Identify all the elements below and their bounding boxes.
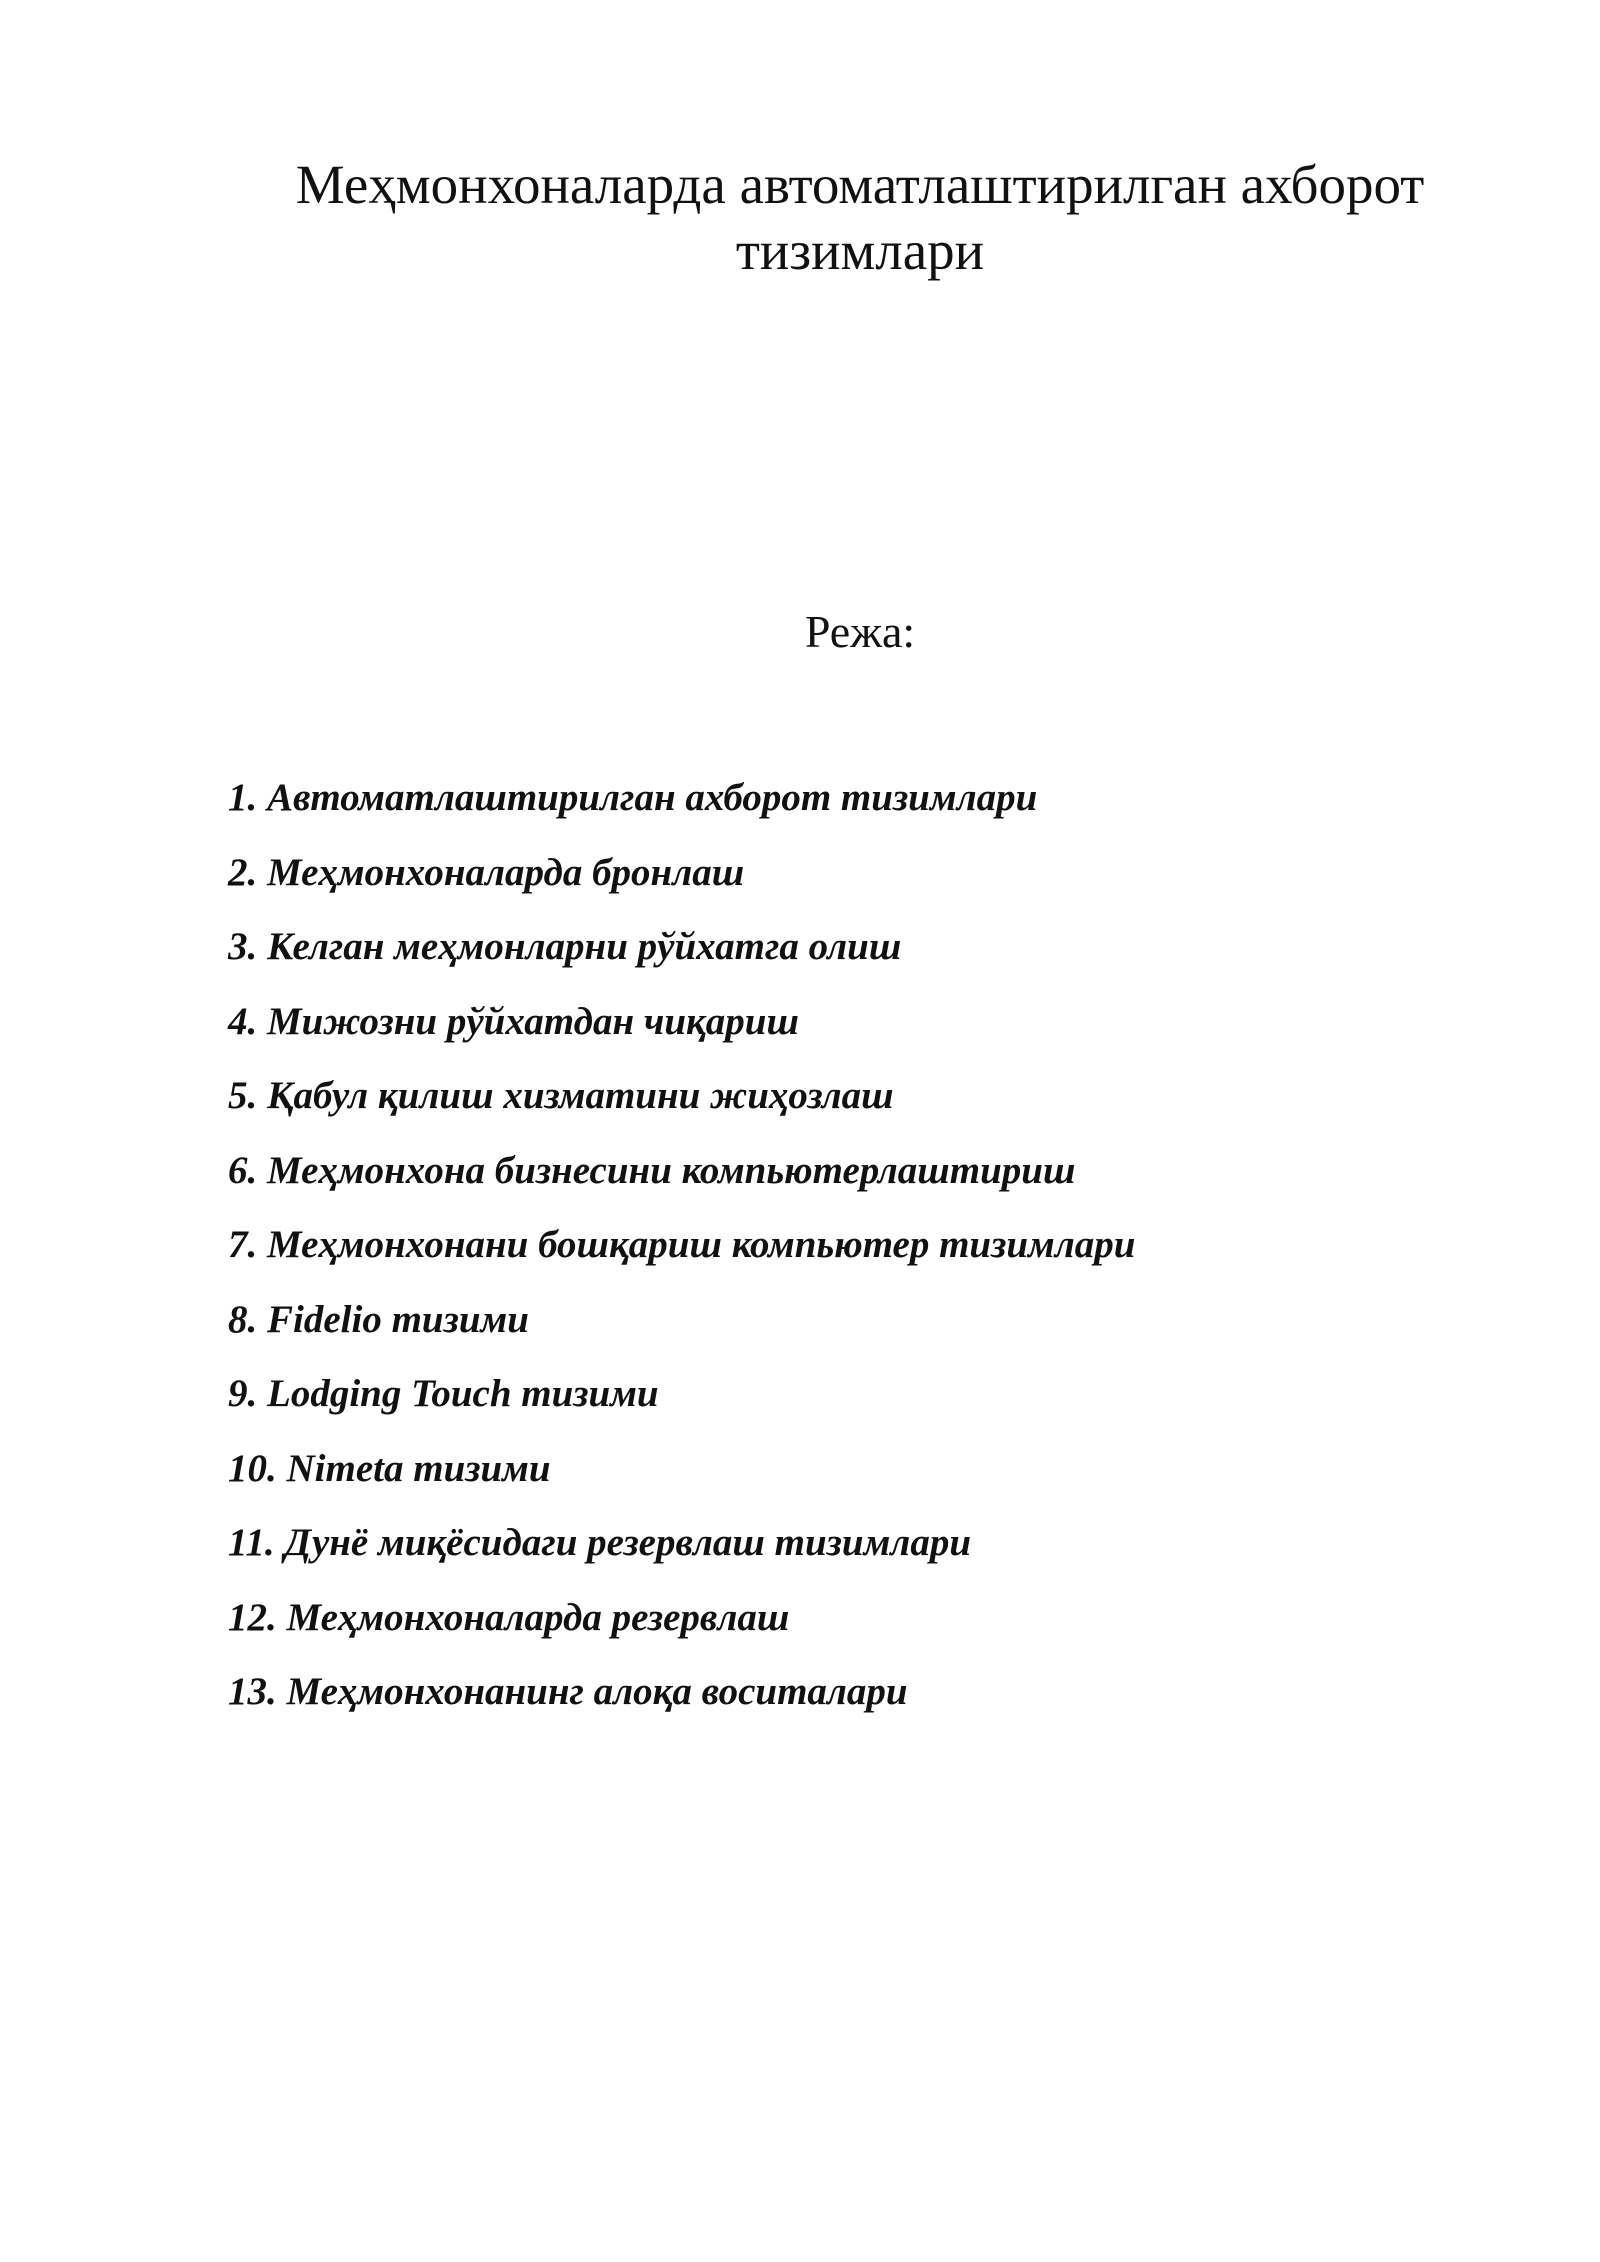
plan-item-text: Меҳмонхонани бошқариш компьютер тизимлари [267,1223,1136,1266]
plan-item [228,1369,1478,1444]
plan-item [228,1146,1478,1221]
plan-item-number: 1. [228,776,258,819]
plan-item-text: Меҳмонхонанинг алоқа воситалари [286,1670,908,1713]
plan-item-number: 11. [228,1521,275,1564]
plan-item [228,922,1478,997]
plan-heading: Режа: [804,606,916,657]
plan-item-number: 3. [228,925,258,968]
plan-item-number: 4. [228,999,258,1043]
plan-item-text: Меҳмонхоналарда резервлаш [286,1595,790,1639]
plan-item [228,1444,1478,1519]
plan-item-text: Меҳмонхона бизнесини компьютерлаштириш [267,1148,1076,1192]
document-title: Меҳмонхоналарда автоматлаштирилган ахборот тизимлари [295,154,1425,281]
plan-item [228,848,1478,923]
plan-item [228,1220,1478,1295]
plan-item-text: Келган меҳмонларни рўйхатга олиш [267,925,902,968]
plan-item [228,997,1478,1072]
plan-item-number: 10. [228,1446,277,1490]
plan-item-text: Мижозни рўйхатдан чиқариш [267,999,799,1043]
plan-item-text: Меҳмонхоналарда бронлаш [267,850,745,894]
plan-item [228,1518,1478,1593]
plan-item-number: 13. [228,1670,277,1713]
plan-item-number: 12. [228,1595,277,1639]
plan-item [228,1593,1478,1668]
plan-item [228,1295,1478,1370]
plan-item-text: Қабул қилиш хизматини жиҳозлаш [267,1074,894,1117]
plan-item-text: Nimeta тизими [286,1446,551,1490]
plan-item-number: 8. [228,1297,258,1341]
plan-item-text: Автоматлаштирилган ахборот тизимлари [267,776,1038,819]
plan-item [228,1071,1478,1146]
plan-item [228,773,1478,848]
plan-item [228,1667,1478,1742]
plan-list [228,773,1478,1742]
plan-item-text: Fidelio тизими [267,1297,529,1341]
plan-item-number: 6. [228,1148,258,1192]
plan-item-number: 9. [228,1372,258,1415]
plan-item-text: Дунё миқёсидаги резервлаш тизимлари [284,1521,972,1564]
plan-item-number: 7. [228,1223,258,1266]
plan-item-number: 5. [228,1074,258,1117]
plan-item-text: Lodging Touch тизими [267,1372,659,1415]
plan-item-number: 2. [228,850,258,894]
